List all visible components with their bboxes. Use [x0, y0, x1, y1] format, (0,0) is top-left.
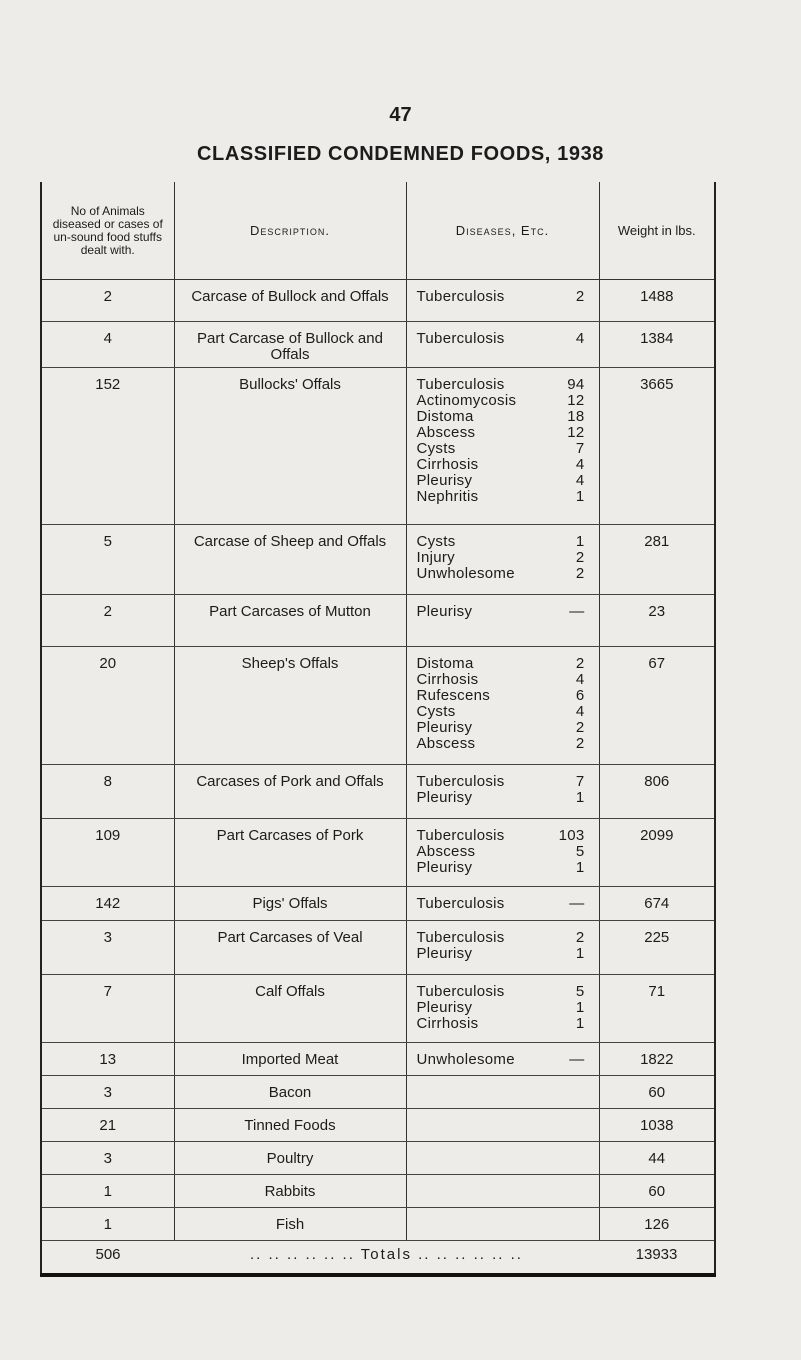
disease-count: 7 [575, 773, 585, 790]
disease-count: 12 [567, 424, 585, 441]
disease-count: 103 [558, 827, 585, 844]
disease-name: Pleurisy [416, 859, 473, 876]
table-row [41, 1109, 715, 1142]
disease-name: Pleurisy [416, 945, 473, 962]
row-count: 152 [41, 368, 174, 525]
row-diseases [406, 647, 599, 765]
row-weight: 281 [599, 525, 715, 595]
row-count: 2 [41, 595, 174, 647]
row-diseases [406, 1175, 599, 1208]
disease-entry [417, 688, 585, 704]
row-diseases [406, 595, 599, 647]
row-description: Carcase of Bullock and Offals [174, 280, 406, 322]
table-header-row [41, 182, 715, 280]
disease-name: Tuberculosis [416, 827, 505, 844]
totals-count: 506 [41, 1241, 174, 1276]
disease-entry [417, 896, 585, 912]
row-description: Sheep's Offals [174, 647, 406, 765]
row-description: Carcases of Pork and Offals [174, 765, 406, 819]
disease-name: Cysts [416, 533, 456, 550]
table-row [41, 1175, 715, 1208]
disease-entry [417, 393, 585, 409]
disease-name: Rufescens [416, 687, 491, 704]
row-diseases [406, 1109, 599, 1142]
row-weight: 3665 [599, 368, 715, 525]
totals-label: .. .. .. .. .. .. Totals .. .. .. .. .. .. [174, 1241, 599, 1276]
row-weight: 1384 [599, 322, 715, 368]
disease-entry [417, 377, 585, 393]
disease-name: Unwholesome [416, 1051, 515, 1068]
row-description: Poultry [174, 1142, 406, 1175]
row-diseases [406, 1208, 599, 1241]
disease-count: — [569, 1051, 585, 1068]
row-diseases [406, 525, 599, 595]
disease-entry [417, 1052, 585, 1068]
row-description: Carcase of Sheep and Offals [174, 525, 406, 595]
disease-count: 2 [575, 565, 585, 582]
disease-entry [417, 720, 585, 736]
row-description: Bacon [174, 1076, 406, 1109]
table-row [41, 368, 715, 525]
disease-entry [417, 736, 585, 752]
disease-name: Abscess [416, 843, 476, 860]
disease-count: 4 [575, 671, 585, 688]
disease-count: 4 [575, 472, 585, 489]
header-diseases: Diseases, Etc. [406, 182, 599, 280]
row-diseases [406, 322, 599, 368]
disease-name: Tuberculosis [416, 983, 505, 1000]
disease-count: 7 [575, 440, 585, 457]
disease-entry [417, 289, 585, 305]
row-count: 21 [41, 1109, 174, 1142]
totals-weight: 13933 [599, 1241, 715, 1276]
row-diseases [406, 1043, 599, 1076]
row-diseases [406, 975, 599, 1043]
row-weight: 674 [599, 887, 715, 921]
disease-name: Tuberculosis [416, 330, 505, 347]
disease-count: 1 [575, 488, 585, 505]
disease-entry [417, 441, 585, 457]
disease-entry [417, 844, 585, 860]
disease-entry [417, 774, 585, 790]
row-count: 3 [41, 921, 174, 975]
row-diseases [406, 1076, 599, 1109]
disease-name: Actinomycosis [416, 392, 517, 409]
table-row [41, 819, 715, 887]
disease-name: Cysts [416, 703, 456, 720]
page-title: CLASSIFIED CONDEMNED FOODS, 1938 [196, 143, 605, 165]
disease-name: Pleurisy [416, 603, 473, 620]
disease-entry [417, 409, 585, 425]
disease-count: 1 [575, 859, 585, 876]
disease-entry [417, 860, 585, 876]
row-diseases [406, 921, 599, 975]
row-weight: 23 [599, 595, 715, 647]
disease-name: Tuberculosis [416, 895, 505, 912]
disease-entry [417, 656, 585, 672]
disease-name: Abscess [416, 424, 476, 441]
disease-count: 1 [575, 789, 585, 806]
disease-entry [417, 930, 585, 946]
row-weight: 60 [599, 1175, 715, 1208]
disease-count: 2 [575, 929, 585, 946]
disease-name: Cirrhosis [416, 671, 479, 688]
table-row [41, 1043, 715, 1076]
disease-count: 1 [575, 999, 585, 1016]
disease-count: 6 [575, 687, 585, 704]
row-weight: 225 [599, 921, 715, 975]
table-row [41, 322, 715, 368]
row-count: 8 [41, 765, 174, 819]
disease-entry [417, 1000, 585, 1016]
disease-count: 2 [575, 735, 585, 752]
disease-entry [417, 566, 585, 582]
row-description: Imported Meat [174, 1043, 406, 1076]
row-weight: 71 [599, 975, 715, 1043]
disease-entry [417, 704, 585, 720]
disease-entry [417, 790, 585, 806]
header-description: Description. [174, 182, 406, 280]
row-count: 3 [41, 1076, 174, 1109]
row-diseases [406, 887, 599, 921]
row-count: 109 [41, 819, 174, 887]
disease-name: Tuberculosis [416, 929, 505, 946]
row-description: Rabbits [174, 1175, 406, 1208]
row-description: Part Carcases of Veal [174, 921, 406, 975]
totals-row [41, 1241, 715, 1276]
disease-entry [417, 473, 585, 489]
table-body [41, 280, 715, 1276]
disease-count: 18 [567, 408, 585, 425]
row-diseases [406, 1142, 599, 1175]
table-row [41, 647, 715, 765]
disease-name: Injury [416, 549, 455, 566]
page-number: 47 [389, 104, 412, 126]
row-count: 7 [41, 975, 174, 1043]
row-weight: 1038 [599, 1109, 715, 1142]
disease-entry [417, 331, 585, 347]
disease-count: 1 [575, 533, 585, 550]
disease-entry [417, 489, 585, 505]
disease-name: Tuberculosis [416, 288, 505, 305]
disease-count: 1 [575, 945, 585, 962]
table-row [41, 765, 715, 819]
table-row [41, 280, 715, 322]
table-row [41, 975, 715, 1043]
row-weight: 806 [599, 765, 715, 819]
disease-entry [417, 550, 585, 566]
disease-entry [417, 984, 585, 1000]
disease-name: Cysts [416, 440, 456, 457]
row-count: 20 [41, 647, 174, 765]
row-description: Calf Offals [174, 975, 406, 1043]
disease-name: Pleurisy [416, 472, 473, 489]
disease-name: Abscess [416, 735, 476, 752]
table-row [41, 1208, 715, 1241]
row-count: 1 [41, 1175, 174, 1208]
disease-entry [417, 828, 585, 844]
row-count: 4 [41, 322, 174, 368]
row-weight: 44 [599, 1142, 715, 1175]
row-count: 2 [41, 280, 174, 322]
row-weight: 126 [599, 1208, 715, 1241]
header-count: No of Animals diseased or cases of un-sound food stuffs dealt with. [41, 182, 174, 280]
disease-count: 2 [575, 655, 585, 672]
disease-count: 4 [575, 456, 585, 473]
disease-count: 4 [575, 330, 585, 347]
disease-entry [417, 672, 585, 688]
disease-entry [417, 425, 585, 441]
row-count: 3 [41, 1142, 174, 1175]
disease-count: 1 [575, 1015, 585, 1032]
disease-name: Distoma [416, 408, 474, 425]
disease-count: 5 [575, 843, 585, 860]
disease-name: Nephritis [416, 488, 479, 505]
condemned-foods-table [40, 182, 716, 1277]
disease-count: — [569, 603, 585, 620]
disease-entry [417, 1016, 585, 1032]
row-diseases [406, 765, 599, 819]
disease-count: 5 [575, 983, 585, 1000]
row-description: Fish [174, 1208, 406, 1241]
disease-name: Tuberculosis [416, 773, 505, 790]
table-row [41, 525, 715, 595]
disease-name: Cirrhosis [416, 1015, 479, 1032]
row-count: 13 [41, 1043, 174, 1076]
row-weight: 67 [599, 647, 715, 765]
disease-count: — [569, 895, 585, 912]
table-row [41, 921, 715, 975]
disease-entry [417, 604, 585, 620]
disease-name: Tuberculosis [416, 376, 505, 393]
row-count: 142 [41, 887, 174, 921]
disease-name: Pleurisy [416, 789, 473, 806]
disease-count: 2 [575, 549, 585, 566]
disease-count: 2 [575, 719, 585, 736]
row-description: Part Carcases of Mutton [174, 595, 406, 647]
disease-entry [417, 534, 585, 550]
header-weight: Weight in lbs. [599, 182, 715, 280]
row-weight: 2099 [599, 819, 715, 887]
disease-count: 2 [575, 288, 585, 305]
disease-name: Cirrhosis [416, 456, 479, 473]
row-diseases [406, 368, 599, 525]
disease-name: Unwholesome [416, 565, 515, 582]
disease-count: 94 [567, 376, 585, 393]
disease-name: Distoma [416, 655, 474, 672]
row-weight: 1822 [599, 1043, 715, 1076]
disease-count: 12 [567, 392, 585, 409]
row-description: Part Carcases of Pork [174, 819, 406, 887]
row-weight: 1488 [599, 280, 715, 322]
row-description: Tinned Foods [174, 1109, 406, 1142]
disease-entry [417, 457, 585, 473]
table-row [41, 1076, 715, 1109]
row-diseases [406, 280, 599, 322]
row-count: 5 [41, 525, 174, 595]
disease-count: 4 [575, 703, 585, 720]
table-row [41, 887, 715, 921]
table-row [41, 1142, 715, 1175]
disease-name: Pleurisy [416, 719, 473, 736]
row-count: 1 [41, 1208, 174, 1241]
disease-entry [417, 946, 585, 962]
row-diseases [406, 819, 599, 887]
row-description: Part Carcase of Bullock and Offals [174, 322, 406, 368]
table-row [41, 595, 715, 647]
disease-name: Pleurisy [416, 999, 473, 1016]
row-description: Bullocks' Offals [174, 368, 406, 525]
row-description: Pigs' Offals [174, 887, 406, 921]
row-weight: 60 [599, 1076, 715, 1109]
